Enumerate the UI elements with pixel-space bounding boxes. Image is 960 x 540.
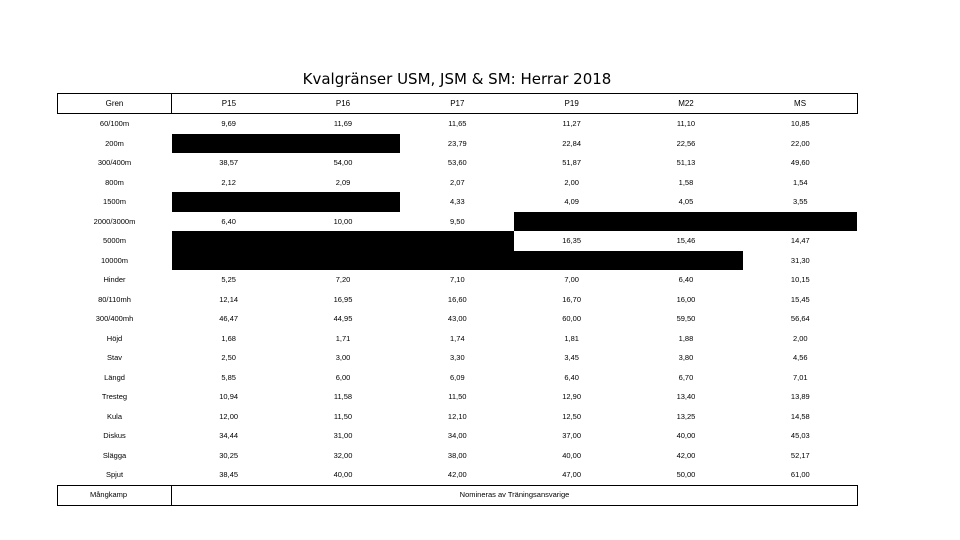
value-cell: 15,45 (790, 294, 810, 304)
value-cell: 16,60 (447, 294, 467, 304)
value-cell: 34,44 (219, 431, 239, 440)
value-cell: 3,55 (793, 197, 808, 206)
table-row (58, 348, 858, 368)
value-cell: 61,00 (790, 470, 810, 479)
value-cell: 1,54 (793, 177, 808, 187)
header-cell-p17: P17 (400, 94, 514, 114)
event-cell: 1500m (103, 197, 126, 206)
value-cell: 11,65 (448, 119, 467, 128)
value-cell: 52,17 (790, 450, 810, 460)
value-cell: 22,84 (562, 138, 582, 148)
value-cell: 6,70 (678, 372, 694, 382)
table-row (58, 231, 858, 251)
value-cell: 1,81 (564, 333, 579, 343)
header-row (58, 94, 858, 114)
value-cell: 12,14 (219, 294, 239, 304)
value-cell: 56,64 (790, 314, 810, 323)
value-cell: 42,00 (676, 450, 696, 460)
value-cell: 6,09 (450, 372, 465, 382)
value-cell: 22,56 (676, 138, 696, 148)
value-cell: 15,46 (676, 236, 696, 245)
value-cell: 23,79 (447, 138, 467, 148)
value-cell: 38,00 (447, 450, 467, 460)
event-cell: Tresteg (101, 392, 128, 401)
value-cell: 7,20 (335, 275, 351, 284)
table-row (58, 114, 858, 134)
value-cell: 40,00 (676, 431, 696, 440)
footer-note: Nomineras av Träningsansvarige (172, 485, 858, 505)
value-cell: 10,85 (790, 119, 810, 128)
footer-event: Mångkamp (58, 485, 172, 505)
blocked-cell (172, 231, 515, 251)
value-cell: 5,25 (221, 275, 236, 284)
event-cell: 60/100m (99, 119, 130, 128)
value-cell: 3,30 (450, 353, 465, 362)
table-row (58, 407, 858, 427)
value-cell: 4,09 (564, 197, 579, 206)
value-cell: 3,45 (564, 353, 579, 362)
value-cell: 43,00 (447, 314, 467, 323)
event-cell: 80/110mh (98, 294, 131, 304)
table-row (58, 426, 858, 446)
event-cell: Spjut (105, 470, 124, 479)
value-cell: 42,00 (447, 470, 467, 479)
table-row (58, 192, 858, 212)
value-cell: 45,03 (790, 431, 810, 440)
value-cell: 47,00 (562, 470, 582, 479)
table-row (58, 270, 858, 290)
blocked-cell (172, 251, 744, 271)
table-row (58, 465, 858, 485)
table-row (58, 329, 858, 349)
value-cell: 44,95 (333, 314, 353, 323)
event-cell: Längd (104, 372, 125, 382)
table-row (58, 212, 858, 232)
value-cell: 1,88 (678, 333, 694, 343)
table-row (58, 309, 858, 329)
value-cell: 13,40 (676, 392, 696, 401)
event-cell: 300/400mh (95, 314, 134, 323)
event-cell: 300/400m (97, 158, 132, 167)
value-cell: 2,50 (221, 353, 236, 362)
value-cell: 4,33 (450, 197, 465, 206)
value-cell: 12,50 (562, 411, 582, 421)
value-cell: 2,09 (335, 177, 351, 187)
value-cell: 11,10 (676, 119, 696, 128)
value-cell: 6,40 (564, 372, 579, 382)
event-cell: Stav (106, 353, 122, 362)
event-cell: 200m (105, 138, 124, 148)
value-cell: 31,00 (333, 431, 353, 440)
blocked-cell (172, 192, 401, 212)
value-cell: 16,95 (333, 294, 353, 304)
value-cell: 3,80 (678, 353, 694, 362)
value-cell: 2,00 (564, 177, 579, 187)
value-cell: 53,60 (447, 158, 467, 167)
value-cell: 7,01 (793, 372, 808, 382)
value-cell: 10,00 (333, 216, 353, 226)
event-cell: 5000m (103, 236, 126, 245)
value-cell: 16,00 (676, 294, 696, 304)
value-cell: 2,07 (450, 177, 465, 187)
table-row (58, 173, 858, 193)
table-row (58, 153, 858, 173)
event-cell: 2000/3000m (93, 216, 136, 226)
value-cell: 7,10 (450, 275, 465, 284)
value-cell: 6,40 (678, 275, 694, 284)
value-cell: 37,00 (562, 431, 582, 440)
value-cell: 1,71 (335, 333, 351, 343)
value-cell: 38,57 (219, 158, 239, 167)
value-cell: 1,68 (221, 333, 236, 343)
page-title: Kvalgränser USM, JSM & SM: Herrar 2018 (302, 70, 612, 88)
value-cell: 40,00 (333, 470, 353, 479)
header-cell-ms: MS (743, 94, 857, 114)
event-cell: Diskus (103, 431, 126, 440)
value-cell: 16,35 (562, 236, 582, 245)
value-cell: 4,05 (678, 197, 694, 206)
header-cell-p15: P15 (172, 94, 286, 114)
value-cell: 10,94 (219, 392, 239, 401)
value-cell: 40,00 (562, 450, 582, 460)
table-row (58, 251, 858, 271)
blocked-cell (172, 134, 401, 154)
value-cell: 12,90 (562, 392, 582, 401)
value-cell: 16,70 (562, 294, 582, 304)
table-body (58, 114, 858, 486)
value-cell: 13,89 (790, 392, 810, 401)
event-cell: 10000m (100, 255, 129, 265)
value-cell: 10,15 (790, 275, 810, 284)
header-cell-m22: M22 (629, 94, 743, 114)
value-cell: 31,30 (790, 255, 810, 265)
value-cell: 12,00 (219, 411, 239, 421)
value-cell: 14,58 (790, 411, 810, 421)
blocked-cell (514, 212, 857, 232)
value-cell: 38,45 (219, 470, 239, 479)
value-cell: 11,27 (562, 119, 581, 128)
value-cell: 2,12 (221, 177, 236, 187)
value-cell: 51,87 (562, 158, 582, 167)
table-row (58, 134, 858, 154)
table-row (58, 290, 858, 310)
table-row (58, 368, 858, 388)
value-cell: 22,00 (790, 138, 810, 148)
header-cell-event: Gren (58, 94, 172, 114)
value-cell: 14,47 (790, 236, 810, 245)
value-cell: 12,10 (447, 411, 467, 421)
event-cell: Hinder (103, 275, 126, 284)
value-cell: 51,13 (676, 158, 696, 167)
value-cell: 11,50 (448, 392, 467, 401)
table-row (58, 387, 858, 407)
event-cell: Slägga (102, 450, 127, 460)
value-cell: 13,25 (676, 411, 696, 421)
table-row (58, 446, 858, 466)
value-cell: 50,00 (676, 470, 696, 479)
value-cell: 54,00 (333, 158, 353, 167)
event-cell: Höjd (106, 333, 123, 343)
value-cell: 1,74 (450, 333, 465, 343)
value-cell: 49,60 (790, 158, 810, 167)
event-cell: 800m (105, 177, 124, 187)
value-cell: 30,25 (219, 450, 239, 460)
value-cell: 11,50 (333, 411, 353, 421)
value-cell: 9,69 (221, 119, 236, 128)
value-cell: 2,00 (793, 333, 808, 343)
value-cell: 7,00 (564, 275, 579, 284)
event-cell: Kula (106, 411, 122, 421)
value-cell: 11,58 (333, 392, 353, 401)
qualification-table (57, 93, 858, 506)
value-cell: 32,00 (333, 450, 353, 460)
value-cell: 4,56 (793, 353, 808, 362)
value-cell: 60,00 (562, 314, 582, 323)
footer-row (58, 485, 858, 505)
header-cell-p19: P19 (514, 94, 628, 114)
value-cell: 5,85 (221, 372, 236, 382)
header-cell-p16: P16 (286, 94, 400, 114)
value-cell: 11,69 (333, 119, 353, 128)
value-cell: 59,50 (676, 314, 696, 323)
value-cell: 3,00 (335, 353, 351, 362)
value-cell: 6,40 (221, 216, 236, 226)
value-cell: 6,00 (335, 372, 351, 382)
value-cell: 9,50 (450, 216, 465, 226)
value-cell: 1,58 (678, 177, 694, 187)
value-cell: 34,00 (447, 431, 467, 440)
value-cell: 46,47 (219, 314, 239, 323)
